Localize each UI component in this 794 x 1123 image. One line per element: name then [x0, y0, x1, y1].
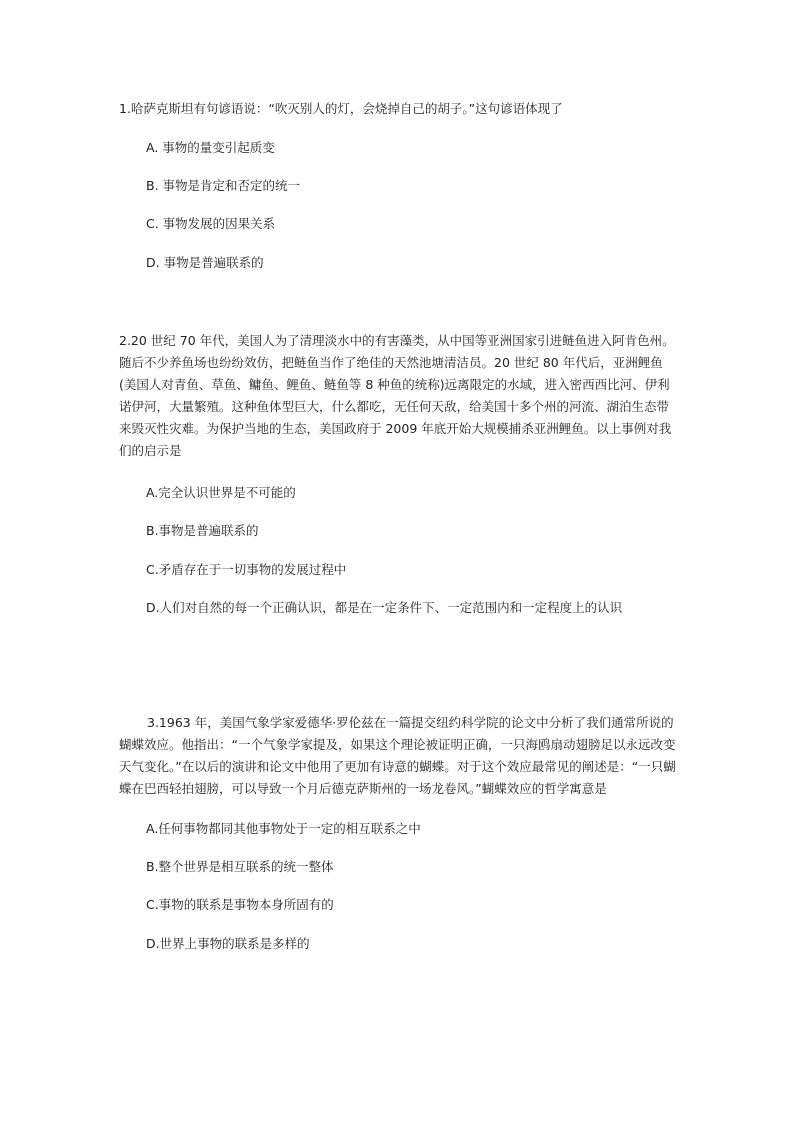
question-3-stem: 3.1963 年，美国气象学家爱德华·罗伦兹在一篇提交纽约科学院的论文中分析了我们通常所说的蝴蝶效应。他指出：“一个气象学家提及，如果这个理论被证明正确，一只海鸥扇动翅膀足以永远改变天气变化。”在以后的演讲和论文中他用了更加有诗意的蝴蝶。对于这个效应最常见的阐述是：“一只蝴蝶在巴西轻拍翅膀，可以导致一个月后德克萨斯州的一场龙卷风。”蝴蝶效应的哲学寓意是: [119, 715, 676, 796]
question-3-option-a: A.任何事物都同其他事物处于一定的相互联系之中: [146, 821, 421, 836]
question-3-option-b: B.整个世界是相互联系的统一整体: [146, 859, 334, 874]
question-1-stem: 1.哈萨克斯坦有句谚语说：“吹灭别人的灯，会烧掉自己的胡子。”这句谚语体现了: [119, 101, 563, 116]
question-2-option-b: B.事物是普遍联系的: [146, 523, 259, 538]
question-3-option-c: C.事物的联系是事物本身所固有的: [146, 897, 334, 912]
question-3-option-d: D.世界上事物的联系是多样的: [146, 936, 310, 951]
question-1-option-b: B. 事物是肯定和否定的统一: [146, 178, 301, 193]
question-2-stem: 2.20 世纪 70 年代，美国人为了清理淡水中的有害藻类，从中国等亚洲国家引进鲢鱼进入阿肯色州。随后不少养鱼场也纷纷效仿，把鲢鱼当作了绝佳的天然池塘清洁员。20 世纪 80 年代后，亚洲鲤鱼(美国人对青鱼、草鱼、鳙鱼、鲤鱼、鲢鱼等 8 种鱼的统称)远离限定的水域，进入密西西比河、伊利诺伊河，大量繁殖。这种鱼体型巨大，什么都吃，无任何天敌，给美国十多个州的河流、湖泊生态带来毁灭性灾难。为保护当地的生态，美国政府于 2009 年底开始大规模捕杀亚洲鲤鱼。以上事例对我们的启示是: [119, 333, 675, 458]
question-1-option-c: C. 事物发展的因果关系: [146, 216, 276, 231]
question-1-option-d: D. 事物是普遍联系的: [146, 255, 264, 270]
question-2-option-c: C.矛盾存在于一切事物的发展过程中: [146, 562, 347, 577]
question-2-option-a: A.完全认识世界是不可能的: [146, 485, 296, 500]
question-2-option-d: D.人们对自然的每一个正确认识，都是在一定条件下、一定范围内和一定程度上的认识: [146, 600, 623, 615]
question-1-option-a: A. 事物的量变引起质变: [146, 140, 275, 155]
